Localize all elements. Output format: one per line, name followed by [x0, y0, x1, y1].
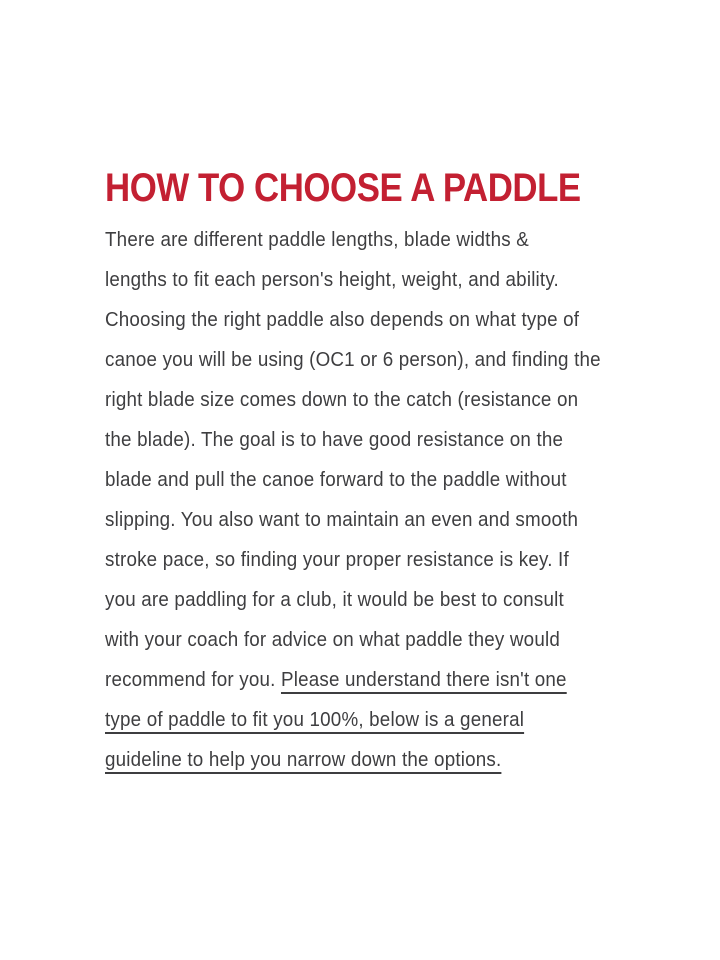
text-segment: stroke pace, so finding your proper resistance is key. If	[105, 549, 569, 571]
text-segment: right blade size comes down to the catch (resistance on	[105, 389, 579, 411]
paragraph-line	[105, 580, 601, 620]
paragraph-line	[105, 340, 601, 380]
text-segment: There are different paddle lengths, blade widths &	[105, 229, 529, 251]
text-segment: recommend for you.	[105, 669, 281, 691]
paragraph-line	[105, 540, 601, 580]
page-title: HOW TO CHOOSE A PADDLE	[105, 166, 581, 210]
text-segment: blade and pull the canoe forward to the paddle without	[105, 469, 567, 491]
paragraph-line	[105, 380, 601, 420]
text-segment: canoe you will be using (OC1 or 6 person), and finding the	[105, 349, 601, 371]
paragraph-line	[105, 260, 601, 300]
paragraph-line	[105, 660, 601, 700]
text-segment: you are paddling for a club, it would be best to consult	[105, 589, 564, 611]
paragraph-line	[105, 740, 601, 780]
paragraph-line	[105, 500, 601, 540]
paragraph-line	[105, 300, 601, 340]
text-segment: lengths to fit each person's height, weight, and ability.	[105, 269, 559, 291]
paragraph-line	[105, 700, 601, 740]
body-paragraph	[105, 220, 601, 780]
paragraph-line	[105, 460, 601, 500]
paragraph-line	[105, 620, 601, 660]
paragraph-line	[105, 220, 601, 260]
underlined-text: guideline to help you narrow down the options.	[105, 749, 502, 771]
text-segment: with your coach for advice on what paddle they would	[105, 629, 560, 651]
text-segment: the blade). The goal is to have good resistance on the	[105, 429, 564, 451]
text-segment: slipping. You also want to maintain an even and smooth	[105, 509, 579, 531]
text-segment: Choosing the right paddle also depends on what type of	[105, 309, 580, 331]
underlined-text: Please understand there isn't one	[280, 669, 567, 691]
underlined-text: type of paddle to fit you 100%, below is a general	[105, 709, 525, 731]
paragraph-line	[105, 420, 601, 460]
